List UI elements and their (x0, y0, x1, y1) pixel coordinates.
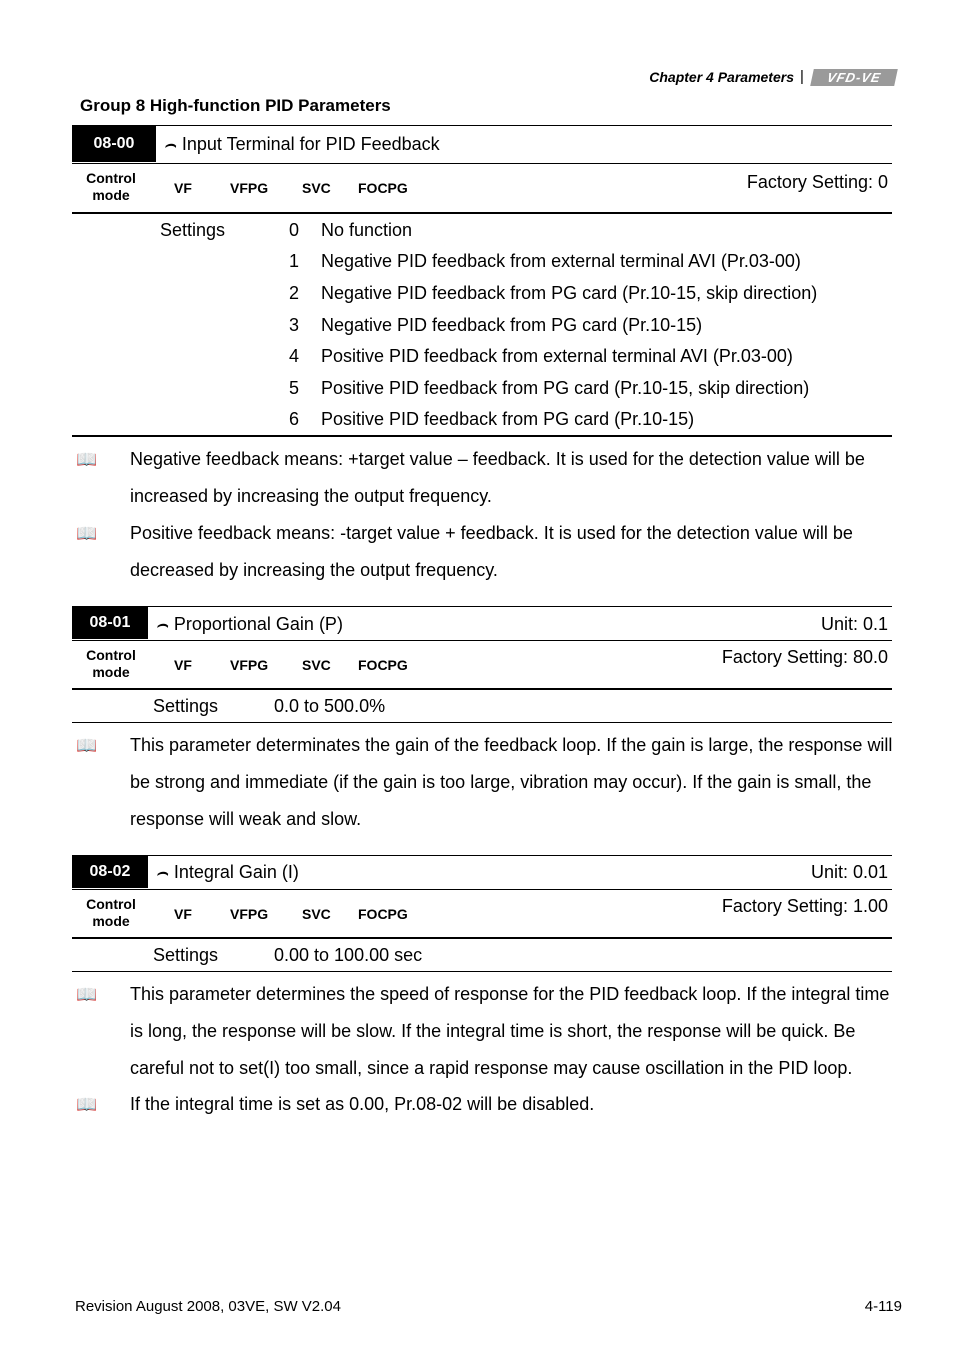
book-icon: 📖 (76, 524, 98, 543)
table-rule (72, 889, 892, 890)
settings-label: Settings (160, 220, 226, 240)
param-name-text: Input Terminal for PID Feedback (181, 134, 440, 154)
table-rule (72, 212, 892, 214)
mode-vf: VF (174, 180, 192, 196)
page-number: 4-119 (864, 1298, 902, 1315)
unit-08-01: Unit: 0.1 (820, 614, 888, 634)
mode-focpg: FOCPG (358, 657, 408, 673)
table-rule (72, 722, 892, 723)
param-code-08-00: 08-00 (72, 126, 156, 162)
control-mode-label: Control mode (86, 896, 136, 929)
book-icon: 📖 (76, 1095, 98, 1114)
mode-vf: VF (174, 906, 192, 922)
note-text: If the integral time is set as 0.00, Pr.08-02 will be disabled. (130, 1094, 595, 1114)
chapter-title: Chapter 4 Parameters (649, 69, 794, 85)
mode-svc: SVC (302, 906, 331, 922)
mode-vfpg: VFPG (230, 657, 269, 673)
settings-label: Settings (153, 945, 219, 965)
control-mode-label: Control mode (86, 170, 136, 203)
factory-setting-08-02: Factory Setting: 1.00 (721, 896, 888, 916)
note-text: Positive feedback means: -target value + feedback. It is used for the detection value will be decreased by increasing the output frequency. (130, 523, 853, 580)
factory-setting-08-00: Factory Setting: 0 (746, 172, 888, 192)
table-rule (72, 937, 892, 939)
table-rule (72, 606, 892, 607)
control-mode-label: Control mode (86, 647, 136, 680)
note-text: This parameter determinates the gain of the feedback loop. If the gain is large, the response will be strong and immediate (if the gain is too large, vibration may occur). If the gain is small, the response will weak and slow. (130, 735, 893, 829)
group-title: Group 8 High-function PID Parameters (80, 96, 391, 115)
table-rule (72, 435, 892, 437)
header-separator: | (800, 68, 804, 85)
mode-svc: SVC (302, 180, 331, 196)
note-text: Negative feedback means: +target value – feedback. It is used for the detection value will be increased by increasing the output frequency. (130, 449, 865, 506)
param-name-text: Proportional Gain (P) (173, 614, 343, 634)
unit-08-02: Unit: 0.01 (810, 862, 888, 882)
book-icon: 📖 (76, 985, 98, 1004)
factory-setting-08-01: Factory Setting: 80.0 (721, 647, 888, 667)
mode-svc: SVC (302, 657, 331, 673)
mode-focpg: FOCPG (358, 180, 408, 196)
settings-label: Settings (153, 696, 219, 716)
table-rule (72, 855, 892, 856)
mode-focpg: FOCPG (358, 906, 408, 922)
table-rule (72, 125, 892, 126)
book-icon: 📖 (76, 736, 98, 755)
param-code-08-01: 08-01 (72, 607, 148, 639)
mode-vf: VF (174, 657, 192, 673)
table-rule (72, 640, 892, 641)
mode-vfpg: VFPG (230, 906, 269, 922)
edit-while-running-icon: ⌢ (164, 134, 176, 154)
note-text: This parameter determines the speed of response for the PID feedback loop. If the integral time is long, the response will be slow. If the integral time is short, the response will be quick. Be careful not to set(I) too small, since a rapid response may cause oscillation in the PID loop. (130, 984, 890, 1078)
vfd-ve-logo: VFD-VE (810, 69, 898, 86)
book-icon: 📖 (76, 450, 98, 469)
param-name-08-02 (156, 862, 299, 883)
settings-range: 0.00 to 100.00 sec (274, 945, 423, 965)
mode-vfpg: VFPG (230, 180, 269, 196)
param-name-08-01 (156, 614, 343, 635)
table-rule (72, 688, 892, 690)
footer-revision: Revision August 2008, 03VE, SW V2.04 (75, 1298, 341, 1315)
edit-while-running-icon: ⌢ (156, 614, 168, 634)
table-rule (72, 163, 892, 164)
param-name-text: Integral Gain (I) (173, 862, 299, 882)
param-code-08-02: 08-02 (72, 856, 148, 888)
settings-range: 0.0 to 500.0% (274, 696, 386, 716)
param-name-08-00 (164, 134, 440, 155)
edit-while-running-icon: ⌢ (156, 862, 168, 882)
table-rule (72, 971, 892, 972)
